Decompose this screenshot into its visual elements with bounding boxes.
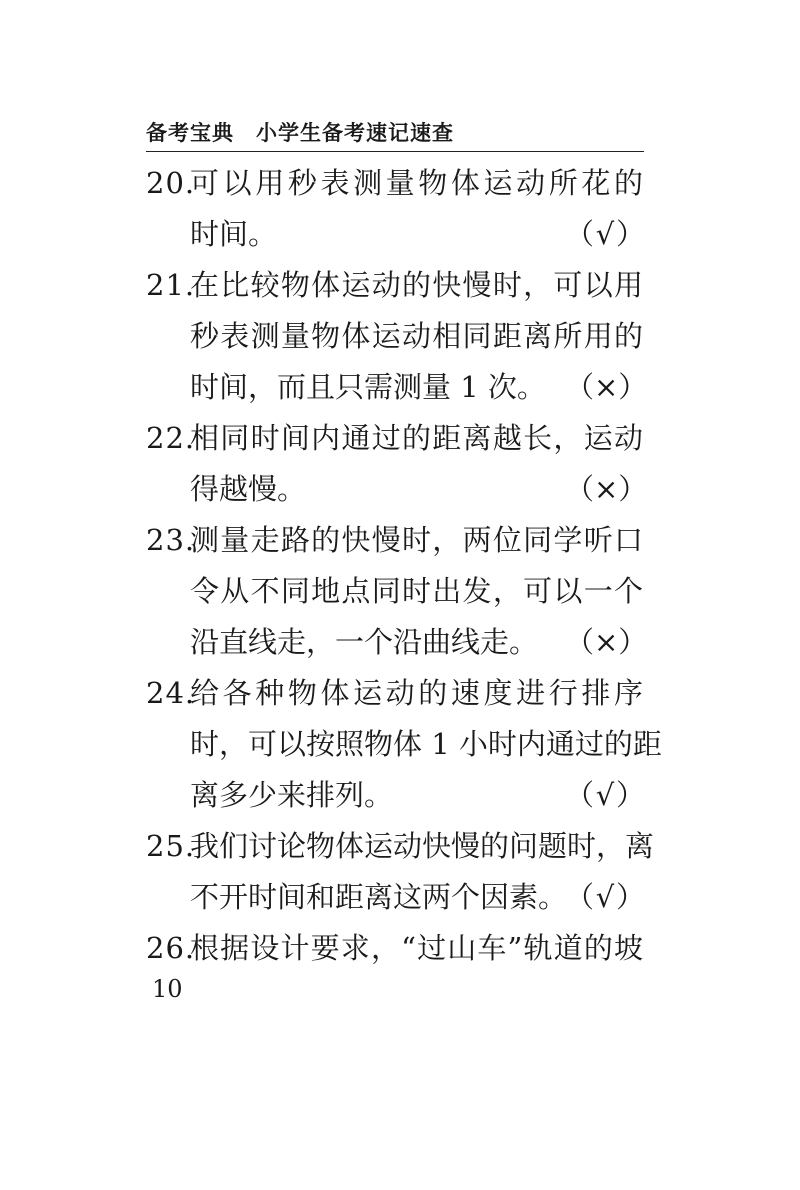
- book-subtitle: 小学生备考速记速查: [256, 121, 454, 145]
- question-number: 22.: [146, 421, 196, 455]
- running-header: [146, 117, 644, 147]
- answer-mark: （√）: [565, 880, 645, 914]
- book-title: 备考宝典: [146, 121, 234, 145]
- answer-mark: （×）: [565, 625, 648, 659]
- question-text-line: 给各种物体运动的速度进行排序: [190, 676, 643, 710]
- question-text-line: 沿直线走，一个沿曲线走。: [190, 625, 539, 659]
- question-number: 23.: [146, 523, 196, 557]
- answer-mark: （√）: [565, 778, 645, 812]
- question-text-line: 时间。: [190, 217, 278, 251]
- question-text-line: 秒表测量物体运动相同距离所用的: [190, 319, 643, 353]
- question-number: 21.: [146, 268, 196, 302]
- answer-mark: （√）: [565, 217, 645, 251]
- question-number: 25.: [146, 829, 196, 863]
- question-text-line: 时间，而且只需测量 1 次。: [190, 370, 546, 404]
- answer-mark: （×）: [565, 472, 648, 506]
- page-number: 10: [152, 975, 183, 1003]
- question-text-line: 我们讨论物体运动快慢的问题时，离: [190, 829, 655, 863]
- question-number: 20.: [146, 166, 196, 200]
- question-number: 24.: [146, 676, 196, 710]
- question-text-line: 在比较物体运动的快慢时，可以用: [190, 268, 643, 302]
- question-text-line: 令从不同地点同时出发，可以一个: [190, 574, 643, 608]
- question-text-line: 可以用秒表测量物体运动所花的: [190, 166, 643, 200]
- question-text-line: 不开时间和距离这两个因素。: [190, 880, 568, 914]
- question-text-line: 时，可以按照物体 1 小时内通过的距: [190, 727, 662, 761]
- question-text-line: 测量走路的快慢时，两位同学听口: [190, 523, 643, 557]
- question-text-line: 离多少来排列。: [190, 778, 394, 812]
- question-number: 26.: [146, 931, 196, 965]
- question-text-line: 根据设计要求，“过山车”轨道的坡: [190, 931, 643, 965]
- answer-mark: （×）: [565, 370, 648, 404]
- header-rule: [146, 151, 644, 152]
- question-text-line: 相同时间内通过的距离越长，运动: [190, 421, 643, 455]
- question-text-line: 得越慢。: [190, 472, 307, 506]
